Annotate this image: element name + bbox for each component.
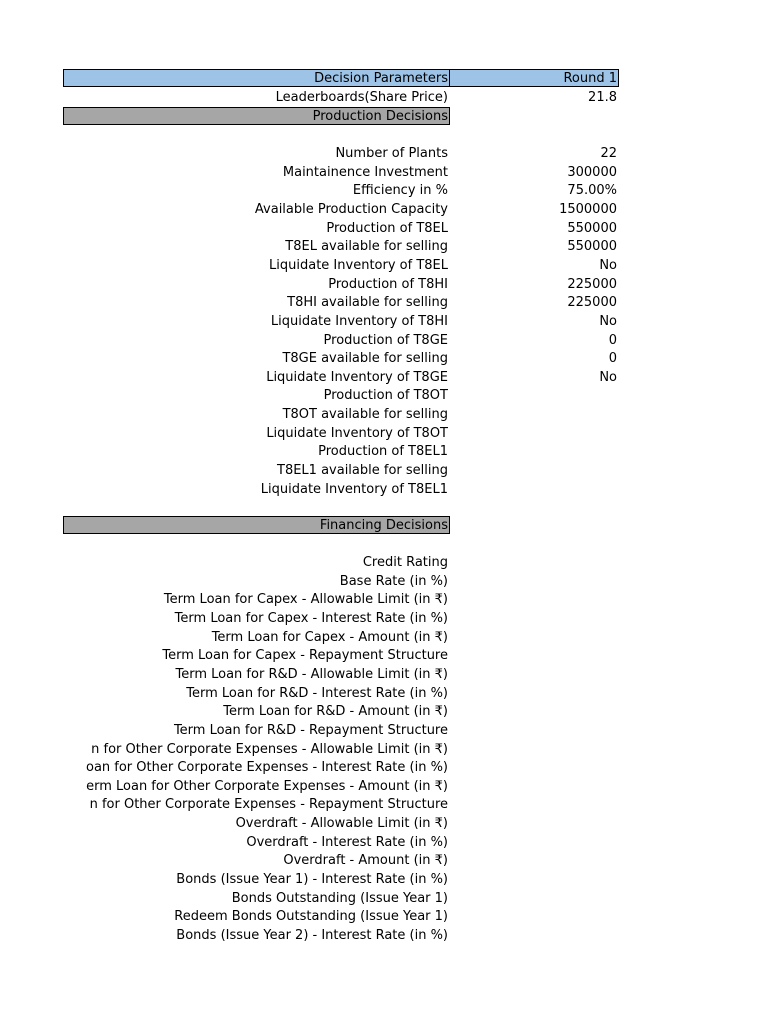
row-label[interactable]: Liquidate Inventory of T8GE [266, 369, 448, 385]
row-value[interactable]: 75.00% [567, 183, 617, 199]
table-row [0, 275, 768, 294]
table-row [0, 200, 768, 219]
row-label[interactable]: n for Other Corporate Expenses - Repayment Structure [89, 797, 448, 813]
row-label[interactable]: T8GE available for selling [282, 351, 448, 367]
row-label[interactable]: Production of T8GE [323, 332, 448, 348]
row-value[interactable]: 550000 [567, 220, 617, 236]
table-row [0, 740, 768, 759]
row-label[interactable]: Maintainence Investment [282, 164, 448, 180]
row-label[interactable]: Term Loan for Capex - Interest Rate (in %) [174, 610, 448, 626]
row-label[interactable]: Term Loan for Capex - Allowable Limit (in ₹) [163, 592, 448, 608]
table-row [0, 907, 768, 926]
row-label[interactable]: Credit Rating [362, 555, 448, 570]
table-row [0, 386, 768, 405]
table-row [0, 572, 768, 591]
table-row [0, 312, 768, 331]
row-value[interactable]: No [599, 257, 617, 273]
row-label[interactable]: T8EL available for selling [285, 239, 448, 255]
row-value[interactable]: No [599, 313, 617, 329]
production-section-header[interactable] [63, 107, 450, 125]
row-value[interactable]: 22 [600, 146, 617, 161]
financing-section-row [0, 516, 768, 535]
table-row [0, 609, 768, 628]
row-label[interactable]: Production of T8HI [328, 276, 448, 292]
row-label[interactable]: Efficiency in % [352, 183, 448, 199]
row-value[interactable]: No [599, 369, 617, 385]
table-row [0, 461, 768, 480]
table-row [0, 665, 768, 684]
row-label[interactable]: Liquidate Inventory of T8HI [270, 313, 448, 329]
table-row [0, 181, 768, 200]
row-label[interactable]: Production of T8EL [326, 220, 448, 236]
row-label[interactable]: Redeem Bonds Outstanding (Issue Year 1) [174, 909, 448, 925]
table-row [0, 926, 768, 945]
table-row [0, 684, 768, 703]
row-label[interactable]: Term Loan for R&D - Allowable Limit (in ₹) [175, 666, 448, 682]
row-label[interactable]: Available Production Capacity [254, 201, 448, 217]
table-row [0, 219, 768, 238]
row-label[interactable]: Term Loan for R&D - Repayment Structure [173, 722, 448, 738]
table-row [0, 833, 768, 852]
leaderboard-value[interactable]: 21.8 [588, 90, 617, 105]
header-round-cell[interactable] [449, 69, 619, 87]
table-row [0, 702, 768, 721]
table-row [0, 889, 768, 908]
production-section-title: Production Decisions [312, 109, 448, 124]
table-row [0, 795, 768, 814]
row-label[interactable]: Liquidate Inventory of T8EL1 [260, 481, 448, 497]
table-row [0, 721, 768, 740]
row-label[interactable]: Bonds (Issue Year 2) - Interest Rate (in %) [176, 928, 448, 943]
row-value[interactable]: 225000 [567, 295, 617, 311]
row-label[interactable]: Liquidate Inventory of T8OT [266, 425, 448, 441]
row-value[interactable]: 1500000 [559, 201, 617, 217]
row-value[interactable]: 0 [608, 351, 617, 367]
row-label[interactable]: Term Loan for R&D - Amount (in ₹) [223, 704, 448, 720]
row-label[interactable]: Production of T8EL1 [318, 444, 448, 460]
row-label[interactable]: T8EL1 available for selling [277, 463, 448, 479]
row-value[interactable]: 550000 [567, 239, 617, 255]
table-row [0, 368, 768, 387]
row-label[interactable]: Term Loan for R&D - Interest Rate (in %) [186, 685, 448, 701]
table-row [0, 144, 768, 163]
table-row [0, 480, 768, 499]
row-label[interactable]: n for Other Corporate Expenses - Allowable Limit (in ₹) [91, 741, 448, 757]
header-label: Decision Parameters [314, 71, 448, 86]
table-row [0, 628, 768, 647]
row-label[interactable]: Liquidate Inventory of T8EL [269, 257, 448, 273]
table-row [0, 442, 768, 461]
table-row [0, 590, 768, 609]
row-label[interactable]: Overdraft - Amount (in ₹) [283, 853, 448, 869]
table-row [0, 331, 768, 350]
row-value[interactable]: 300000 [567, 164, 617, 180]
production-section-row [0, 107, 768, 126]
row-label[interactable]: Term Loan for Capex - Amount (in ₹) [211, 629, 448, 645]
table-row [0, 870, 768, 889]
table-row [0, 553, 768, 572]
header-label-cell[interactable] [63, 69, 450, 87]
table-row [0, 814, 768, 833]
table-row [0, 646, 768, 665]
table-row [0, 424, 768, 443]
table-row [0, 405, 768, 424]
row-label[interactable]: Overdraft - Interest Rate (in %) [246, 834, 448, 850]
row-label[interactable]: Bonds Outstanding (Issue Year 1) [231, 890, 448, 906]
row-value[interactable]: 0 [608, 332, 617, 348]
row-label[interactable]: Bonds (Issue Year 1) - Interest Rate (in %) [176, 872, 448, 888]
row-label[interactable]: Production of T8OT [323, 388, 448, 404]
table-row [0, 851, 768, 870]
table-row [0, 163, 768, 182]
row-label[interactable]: erm Loan for Other Corporate Expenses - Amount (in ₹) [86, 778, 448, 794]
table-row [0, 777, 768, 796]
row-label[interactable]: Number of Plants [335, 146, 448, 161]
leaderboard-label[interactable]: Leaderboards(Share Price) [275, 90, 448, 105]
table-row [0, 256, 768, 275]
row-label[interactable]: Overdraft - Allowable Limit (in ₹) [235, 816, 448, 832]
financing-section-title: Financing Decisions [319, 518, 448, 533]
row-label[interactable]: oan for Other Corporate Expenses - Interest Rate (in %) [85, 760, 448, 776]
header-row [0, 69, 768, 88]
row-value[interactable]: 225000 [567, 276, 617, 292]
table-row [0, 758, 768, 777]
row-label[interactable]: Term Loan for Capex - Repayment Structure [162, 648, 448, 664]
table-row [0, 349, 768, 368]
table-row [0, 237, 768, 256]
row-label[interactable]: Base Rate (in %) [339, 573, 448, 589]
header-round: Round 1 [563, 71, 617, 86]
row-label[interactable]: T8HI available for selling [287, 295, 448, 311]
financing-section-header[interactable] [63, 516, 450, 534]
leaderboard-row [0, 88, 768, 107]
table-row [0, 293, 768, 312]
row-label[interactable]: T8OT available for selling [282, 407, 448, 423]
